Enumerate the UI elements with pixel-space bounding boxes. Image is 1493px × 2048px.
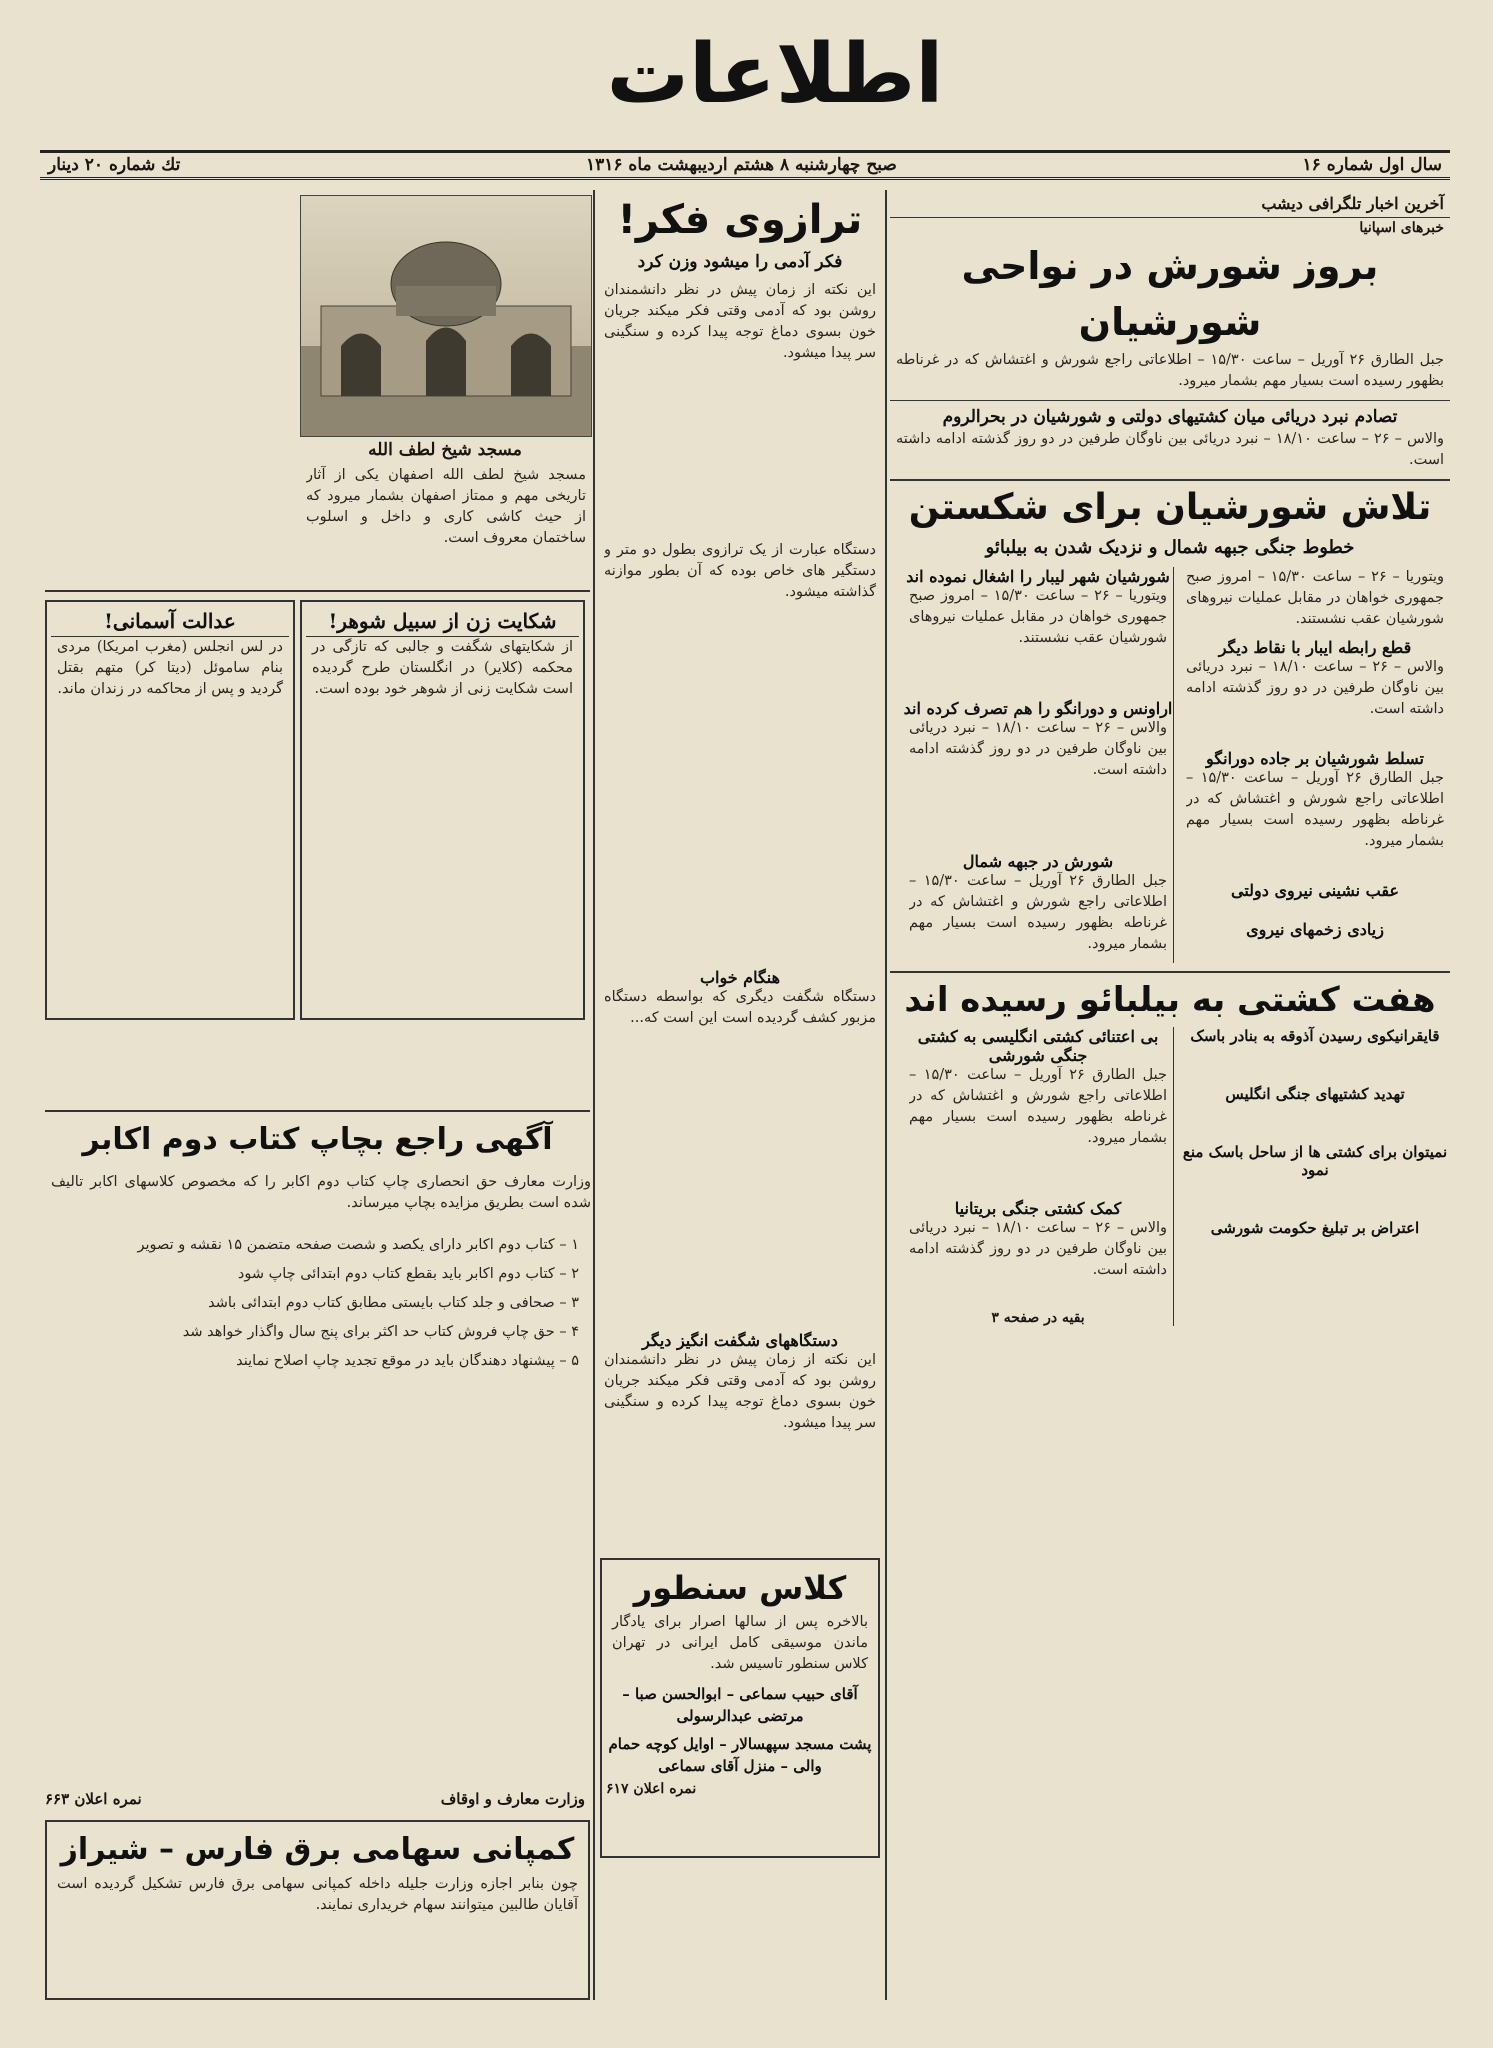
santur-address: پشت مسجد سپهسالار – اوایل کوچه حمام والی – منزل آقای سماعی [608, 1735, 872, 1775]
issue-number: سال اول شماره ۱۶ [1302, 155, 1442, 175]
column-rule [885, 190, 887, 2000]
headline-seven-ships: هفت کشتی به بیلبائو رسیده اند [890, 971, 1450, 1027]
divine-justice-box [45, 600, 295, 1020]
side-heading: تسلط شورشیان بر جاده دورانگو [1206, 749, 1424, 768]
divine-justice-title: عدالت آسمانی! [51, 606, 289, 637]
wife-complaint-title: شکایت زن از سبیل شوهر! [306, 606, 579, 637]
section-heading: شورش در جبهه شمال [962, 852, 1114, 871]
side-heading: عقب نشینی نیروی دولتی [1230, 881, 1400, 900]
masthead-title: اطلاعات [606, 27, 944, 122]
ad-number: نمره اعلان ۶۱۷ [606, 1781, 697, 1797]
filler-text: ویتوریا – ۲۶ – ساعت ۱۵/۳۰ – امروز صبح جمهوری خواهان در مقابل عملیات نیروهای شورشیان عقب نشستند. [909, 588, 1167, 646]
latest-news-label: آخرین اخبار تلگرافی دیشب [890, 190, 1450, 218]
ad-item: ۴ – حق چاپ فروش کتاب حد اکثر برای پنج سال واگذار خواهد شد [182, 1324, 579, 1340]
filler-text: والاس – ۲۶ – ساعت ۱۸/۱۰ – نبرد دریائی بین ناوگان طرفین در دو روز گذشته ادامه داشته است. [909, 1220, 1167, 1278]
ad-item: ۲ – کتاب دوم اکابر باید بقطع کتاب دوم ابتدائی چاپ شود [237, 1266, 579, 1282]
headline-thought-scale: ترازوی فکر! [617, 197, 863, 243]
headline-breakthrough: تلاش شورشیان برای شکستن [890, 479, 1450, 535]
issue-date: صبح چهارشنبه ۸ هشتم اردیبهشت ماه ۱۳۱۶ [585, 155, 897, 175]
santur-class-text: بالاخره پس از سالها اصرار برای یادگار ماندن موسیقی کامل ایرانی در تهران کلاس سنطور تاسیس شد. [612, 1614, 868, 1672]
section-heading: شورشیان شهر لیبار را اشغال نموده اند [906, 567, 1170, 586]
section-tag: خبرهای اسپانیا [1359, 220, 1444, 236]
fars-electric-text: چون بنابر اجازه وزارت جلیله داخله کمپانی سهامی برق فارس تشکیل گردیده است آقایان طالبین میتوانند سهام خریداری نمایند. [57, 1876, 578, 1913]
ad-textbook-intro: وزارت معارف حق انحصاری چاپ کتاب دوم اکابر را که مخصوص کلاسهای اکابر تالیف شده است بطریق مزایده بچاپ میرساند. [51, 1174, 591, 1211]
column-rule [593, 190, 595, 2000]
wife-complaint-text: از شکایتهای شگفت و جالبی که تازگی در محکمه (کلایر) در انگلستان طرح گردیده است شکایت زنی از شوهر خود بوده است. [312, 639, 573, 697]
ad-item: ۳ – صحافی و جلد کتاب بایستی مطابق کتاب دوم ابتدائی باشد [208, 1295, 579, 1311]
article-paragraph: جبل الطارق ۲۶ آوریل – ساعت ۱۵/۳۰ – اطلاعاتی راجع شورش و اغتشاش که در غرناطه بظهور رسیده است بسیار مهم بشمار میرود. [896, 352, 1444, 389]
subhead-front: خطوط جنگی جبهه شمال و نزدیک شدن به بیلبائو [985, 537, 1355, 558]
subcolumn-left [903, 1027, 1174, 1326]
article-paragraph: والاس – ۲۶ – ساعت ۱۸/۱۰ – نبرد دریائی بین ناوگان طرفین در دو روز گذشته ادامه داشته است. [896, 431, 1444, 468]
article-paragraph: دستگاه عبارت از یک ترازوی بطول دو متر و دستگیر های خاص بوده که آن بطور موازنه گذاشته میشود. [604, 542, 876, 600]
side-heading: اعتراض بر تبلیغ حکومت شورشی [1210, 1219, 1420, 1237]
subhead-sleep: هنگام خواب [699, 968, 781, 987]
subcolumn-right [1180, 567, 1450, 963]
subhead-thought-weight: فکر آدمی را میشود وزن کرد [637, 252, 843, 272]
ad-item: ۵ – پیشنهاد دهندگان باید در موقع تجدید چاپ اصلاح نمایند [236, 1353, 579, 1369]
side-heading: تهدید کشتیهای جنگی انگلیس [1225, 1085, 1405, 1103]
mosque-illustration [301, 196, 591, 436]
side-heading: نمیتوان برای کشتی ها از ساحل باسک منع نمود [1182, 1143, 1448, 1179]
filler-text: والاس – ۲۶ – ساعت ۱۸/۱۰ – نبرد دریائی بین ناوگان طرفین در دو روز گذشته ادامه داشته است. [1186, 659, 1444, 717]
wife-complaint-box [300, 600, 585, 1020]
continued-note: بقیه در صفحه ۳ [991, 1310, 1085, 1326]
ad-signature-row [45, 1790, 585, 1808]
mosque-caption: مسجد شیخ لطف الله [368, 440, 522, 460]
issue-price: تك شماره ۲۰ دینار [48, 155, 181, 175]
subhead-devices: دستگاههای شگفت انگیز دیگر [642, 1331, 838, 1350]
mosque-description: مسجد شیخ لطف الله اصفهان یکی از آثار تاریخی مهم و ممتاز اصفهان بشمار میرود که از حیث کاشی کاری و داخل و اسلوب ساختمان معروف است. [306, 467, 586, 546]
article-paragraph: دستگاه شگفت دیگری که بواسطه دستگاه مزبور کشف گردیده است این است که... [604, 989, 876, 1026]
section-rule [45, 590, 590, 592]
dateline [40, 150, 1450, 180]
subcolumn-right [1180, 1027, 1450, 1326]
subcolumn-left [903, 567, 1174, 963]
section-heading: کمک کشتی جنگی بریتانیا [954, 1199, 1122, 1218]
column-thought-scale [598, 190, 882, 2000]
santur-teachers: آقای حبیب سماعی – ابوالحسن صبا – مرتضی عبدالرسولی [622, 1685, 858, 1725]
headline-uprising: بروز شورش در نواحی شورشیان [961, 244, 1379, 344]
filler-text: جبل الطارق ۲۶ آوریل – ساعت ۱۵/۳۰ – اطلاعاتی راجع شورش و اغتشاش که در غرناطه بظهور رسیده است بسیار مهم بشمار میرود. [909, 1067, 1167, 1146]
side-heading: قایقرانیکوی رسیدن آذوقه به بنادر باسک [1190, 1027, 1440, 1045]
subhead-naval-battle: تصادم نبرد دریائی میان کشتیهای دولتی و شورشیان در بحرالروم [890, 400, 1450, 429]
santur-class-title: کلاس سنطور [633, 1569, 847, 1607]
section-heading: اراونس و دورانگو را هم تصرف کرده اند [903, 699, 1173, 718]
filler-text: جبل الطارق ۲۶ آوریل – ساعت ۱۵/۳۰ – اطلاعاتی راجع شورش و اغتشاش که در غرناطه بظهور رسیده است بسیار مهم بشمار میرود. [909, 873, 1167, 952]
article-paragraph: این نکته از زمان پیش در نظر دانشمندان روشن بود که آدمی وقتی فکر میکند جریان خون بسوی دماغ توجه پیدا کرده و سنگینی سر پیدا میشود. [604, 282, 876, 361]
filler-text: جبل الطارق ۲۶ آوریل – ساعت ۱۵/۳۰ – اطلاعاتی راجع شورش و اغتشاش که در غرناطه بظهور رسیده است بسیار مهم بشمار میرود. [1186, 770, 1444, 849]
ad-textbook-items [45, 1235, 585, 1380]
side-heading: قطع رابطه ایبار با نقاط دیگر [1218, 638, 1412, 657]
santur-class-box [600, 1558, 880, 1858]
fars-electric-title: کمپانی سهامی برق فارس – شیراز [60, 1832, 575, 1867]
filler-text: این نکته از زمان پیش در نظر دانشمندان روشن بود که آدمی وقتی فکر میکند جریان خون بسوی دماغ توجه پیدا کرده و سنگینی سر پیدا میشود. [604, 1352, 876, 1431]
section-heading: بی اعتنائی کشتی انگلیسی به کشتی جنگی شورشی [917, 1027, 1159, 1065]
ad-item: ۱ – کتاب دوم اکابر دارای یکصد و شصت صفحه متضمن ۱۵ نقشه و تصویر [137, 1237, 579, 1253]
side-heading: زیادی زخمهای نیروی [1246, 920, 1384, 939]
fars-electric-box [45, 1820, 590, 2000]
section-rule [45, 1110, 590, 1112]
ad-signature: وزارت معارف و اوقاف [440, 1790, 585, 1808]
column-spain-news [890, 190, 1450, 2000]
divine-justice-text: در لس انجلس (مغرب امریکا) مردی بنام ساموئل (دیتا کر) متهم بقتل گردید و پس از محاکمه در زندان ماند. [57, 639, 283, 697]
ad-number: نمره اعلان ۶۶۳ [45, 1790, 142, 1808]
ad-textbook-title: آگهی راجع بچاپ کتاب دوم اکابر [82, 1122, 553, 1157]
filler-text: والاس – ۲۶ – ساعت ۱۸/۱۰ – نبرد دریائی بین ناوگان طرفین در دو روز گذشته ادامه داشته است. [909, 720, 1167, 778]
mosque-photo [300, 195, 592, 437]
article-paragraph: ویتوریا – ۲۶ – ساعت ۱۵/۳۰ – امروز صبح جمهوری خواهان در مقابل عملیات نیروهای شورشیان عقب نشستند. [1186, 569, 1444, 627]
